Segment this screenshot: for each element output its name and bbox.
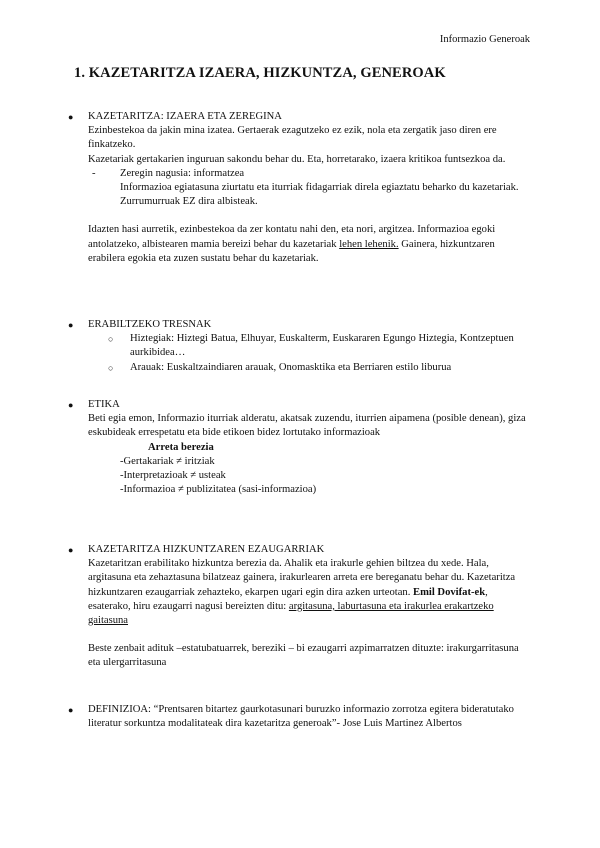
circle-bullet-icon: ○ [108, 362, 114, 373]
paragraph: Ezinbestekoa da jakin mina izatea. Gertaerak ezagutzeko ez ezik, nola eta zergatik jaso diren ere finkatzeko. [88, 125, 497, 151]
section-heading: KAZETARITZA: IZAERA ETA ZEREGINA [88, 111, 282, 122]
paragraph [88, 223, 530, 266]
list-item [108, 361, 530, 375]
text-run: Gainera, hizkuntzaren erabilera egokia eta zuzen sustatu behar du kazetariak. [88, 238, 495, 264]
section-definizioa [68, 703, 530, 731]
section-etika [68, 398, 530, 497]
list-item-text: Hiztegiak: Hiztegi Batua, Elhuyar, Euskalterm, Euskararen Egungo Hiztegia, Kontzeptuen aurkibidea… [130, 333, 514, 359]
text-run: Idazten hasi aurretik, ezinbestekoa da zer kontatu nahi den, eta nori, argitzea. Informazioa egoki antolatzeko, albistearen mamia bereizi behar du kazetariak [88, 224, 496, 250]
list-item [108, 332, 530, 360]
contrast-line: -Informazioa ≠ publizitatea (sasi-informazioa) [120, 484, 317, 496]
bold-text: Emil Dovifat-ek [413, 586, 486, 598]
bullet-icon: ● [68, 400, 74, 410]
contrast-line: -Gertakariak ≠ iritziak [120, 455, 215, 467]
section-heading: ETIKA [88, 399, 120, 410]
running-header: Informazio Generoak [439, 34, 530, 45]
underlined-text: lehen lehenik. [339, 238, 399, 250]
contrast-line: -Interpretazioak ≠ usteak [120, 470, 226, 482]
bullet-icon: ● [68, 545, 74, 555]
section-heading: KAZETARITZA HIZKUNTZAREN EZAUGARRIAK [88, 544, 325, 555]
emphasis-label: Arreta berezia [148, 441, 214, 453]
text-run: , esaterako, hiru ezaugarri nagusi bereizten ditu: [88, 586, 488, 612]
definition-text: DEFINIZIOA: “Prentsaren bitartez gaurkotasunari buruzko informazio zorrotza egitera bideratutako literatur sorkuntza modalitateak dira kazetaritza generoak”- Jose Luis Martinez Albertos [88, 704, 514, 730]
list-item-text: Arauak: Euskaltzaindiaren arauak, Onomasktika eta Berriaren estilo liburua [130, 361, 452, 373]
circle-bullet-icon: ○ [108, 334, 114, 345]
dash-icon: - [92, 167, 96, 179]
dash-item-title: Zeregin nagusia: informatzea [120, 167, 245, 179]
section-tresnak [68, 318, 530, 375]
paragraph: Beste zenbait adituk –estatubatuarrek, bereziki – bi ezaugarri azpimarratzen dituzte: irakurgarritasuna eta ulergarritasuna [88, 643, 519, 669]
page-title: 1. KAZETARITZA IZAERA, HIZKUNTZA, GENEROAK [74, 65, 446, 81]
dash-item [88, 167, 530, 210]
underlined-text: argitasuna, laburtasuna eta irakurlea erakartzeko gaitasuna [88, 600, 494, 627]
paragraph: Beti egia emon, Informazio iturriak alderatu, akatsak zuzendu, iturrien aipamena (posible denean), giza eskubideak errespetatu eta bide etikoen bidez lortutako informazioak [88, 413, 526, 439]
bullet-icon: ● [68, 705, 74, 715]
section-izaera [68, 110, 530, 266]
bullet-icon: ● [68, 320, 74, 330]
bullet-icon: ● [68, 112, 74, 122]
text-run: Kazetaritzan erabilitako hizkuntza berezia da. Ahalik eta irakurle gehien biltzea du xede. Hala, argitasuna eta zehaztasuna bilatzeaz gainera, irakurlearen arreta ere bereganatu behar du. Kazetaritza hizkuntzaren ezaugarriak zehazteko, ekarpen ugari egin dira azken urteotan. [88, 558, 516, 598]
dash-item-text: Informazioa egiatasuna ziurtatu eta iturriak fidagarriak direla egiaztatu beharko du kazetariak. Zurrumurruak EZ dira albisteak. [120, 182, 519, 208]
paragraph: Kazetariak gertakarien inguruan sakondu behar du. Eta, horretarako, izaera kritikoa funtsezkoa da. [88, 153, 506, 165]
section-hizkuntza [68, 543, 530, 671]
paragraph [88, 557, 530, 628]
section-heading: ERABILTZEKO TRESNAK [88, 319, 212, 330]
